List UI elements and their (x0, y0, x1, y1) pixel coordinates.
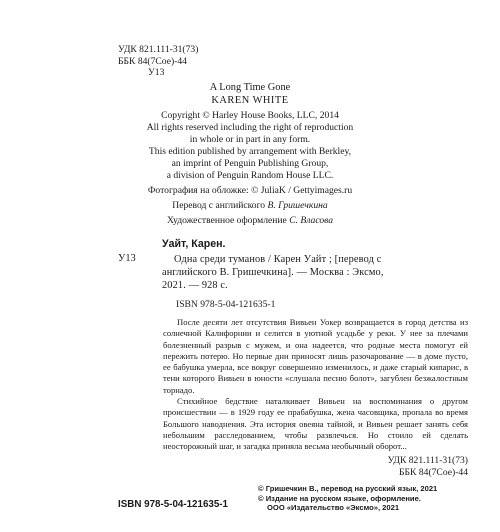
original-title: A Long Time Gone (209, 82, 291, 93)
bbk-code: ББК 84(7Сое)-44 (118, 56, 187, 67)
bottom-isbn: ISBN 978-5-04-121635-1 (118, 499, 229, 510)
udk-code-repeat: УДК 821.111-31(73) (387, 455, 468, 466)
copyright-line-3: in whole or in part in any form. (189, 134, 311, 145)
copyright-line-4: This edition published by arrangement with Berkley, (148, 146, 352, 157)
translator-name: В. Гришечкина (267, 200, 328, 211)
translation-label: Перевод с английского (172, 200, 268, 211)
catalog-author-heading: Уайт, Карен. (162, 238, 226, 250)
copyright-russian (258, 484, 437, 513)
copyright-translation: © Гришечкин В., перевод на русский язык, 2021 (258, 484, 438, 493)
translation-credit (0, 200, 500, 211)
cover-photo-value: © JuliaK / Gettyimages.ru (251, 185, 353, 196)
copyright-line-1: Copyright © Harley House Books, LLC, 2014 (161, 110, 339, 121)
cover-photo-credit (0, 185, 500, 196)
design-credit (0, 215, 500, 226)
copyright-line-5: an imprint of Penguin Publishing Group, (171, 158, 329, 169)
annotation (163, 317, 468, 453)
catalog-desc-line-1: Одна среди туманов / Карен Уайт ; [перевод с (174, 254, 382, 265)
original-author: KAREN WHITE (211, 95, 289, 106)
annotation-paragraph-2: Стихийное бедствие наталкивает Вивьен на воспоминания о другом происшествии — в 1929 году ее прабабушка, жена часовщика, пропала во время Большого наводнения. Эта история овеяна тайной, и Вивьен решает занять себя небольшим расследованием, чтобы развлечься. Но стоило ей сделать неосторожный шаг, и загадка приняла весьма необычный оборот... (163, 396, 468, 452)
author-mark: У13 (148, 67, 165, 78)
catalog-desc-line-2: английского В. Гришечкина]. — Москва : Эксмо, (162, 267, 384, 278)
catalog-mark: У13 (118, 253, 136, 264)
udk-code: УДК 821.111-31(73) (118, 44, 199, 55)
design-label: Художественное оформление (166, 215, 290, 226)
catalog-isbn: ISBN 978-5-04-121635-1 (176, 299, 276, 310)
catalog-desc-line-3: 2021. — 928 с. (162, 280, 228, 291)
copyright-line-6: a division of Penguin Random House LLC. (166, 170, 334, 181)
copyright-line-2: All rights reserved including the right of reproduction (146, 122, 354, 133)
copyright-publisher: ООО «Издательство «Эксмо», 2021 (267, 503, 400, 512)
catalog-description (162, 253, 384, 292)
bbk-code-repeat: ББК 84(7Сое)-44 (399, 467, 468, 478)
cover-photo-label: Фотография на обложке: (147, 185, 252, 196)
designer-name: С. Власова (289, 215, 334, 226)
copyright-edition: © Издание на русском языке, оформление. (258, 493, 421, 503)
annotation-paragraph-1: После десяти лет отсутствия Вивьен Уокер возвращается в город детства из солнечной Калифорнии и селится в уютной усадьбе у реки. У нее за плечами болезненный разрыв с мужем, и она надеется, что родные места помогут ей пережить потерю. Но первые дни приносят лишь разочарование — в доме пусто, ее бабушка умерла, все вокруг совершенно изменилось, и даже старый кипарис, в тени которого Вивьен в юности «слушала песню болот», загублен безжалостным торнадо. (163, 317, 468, 395)
